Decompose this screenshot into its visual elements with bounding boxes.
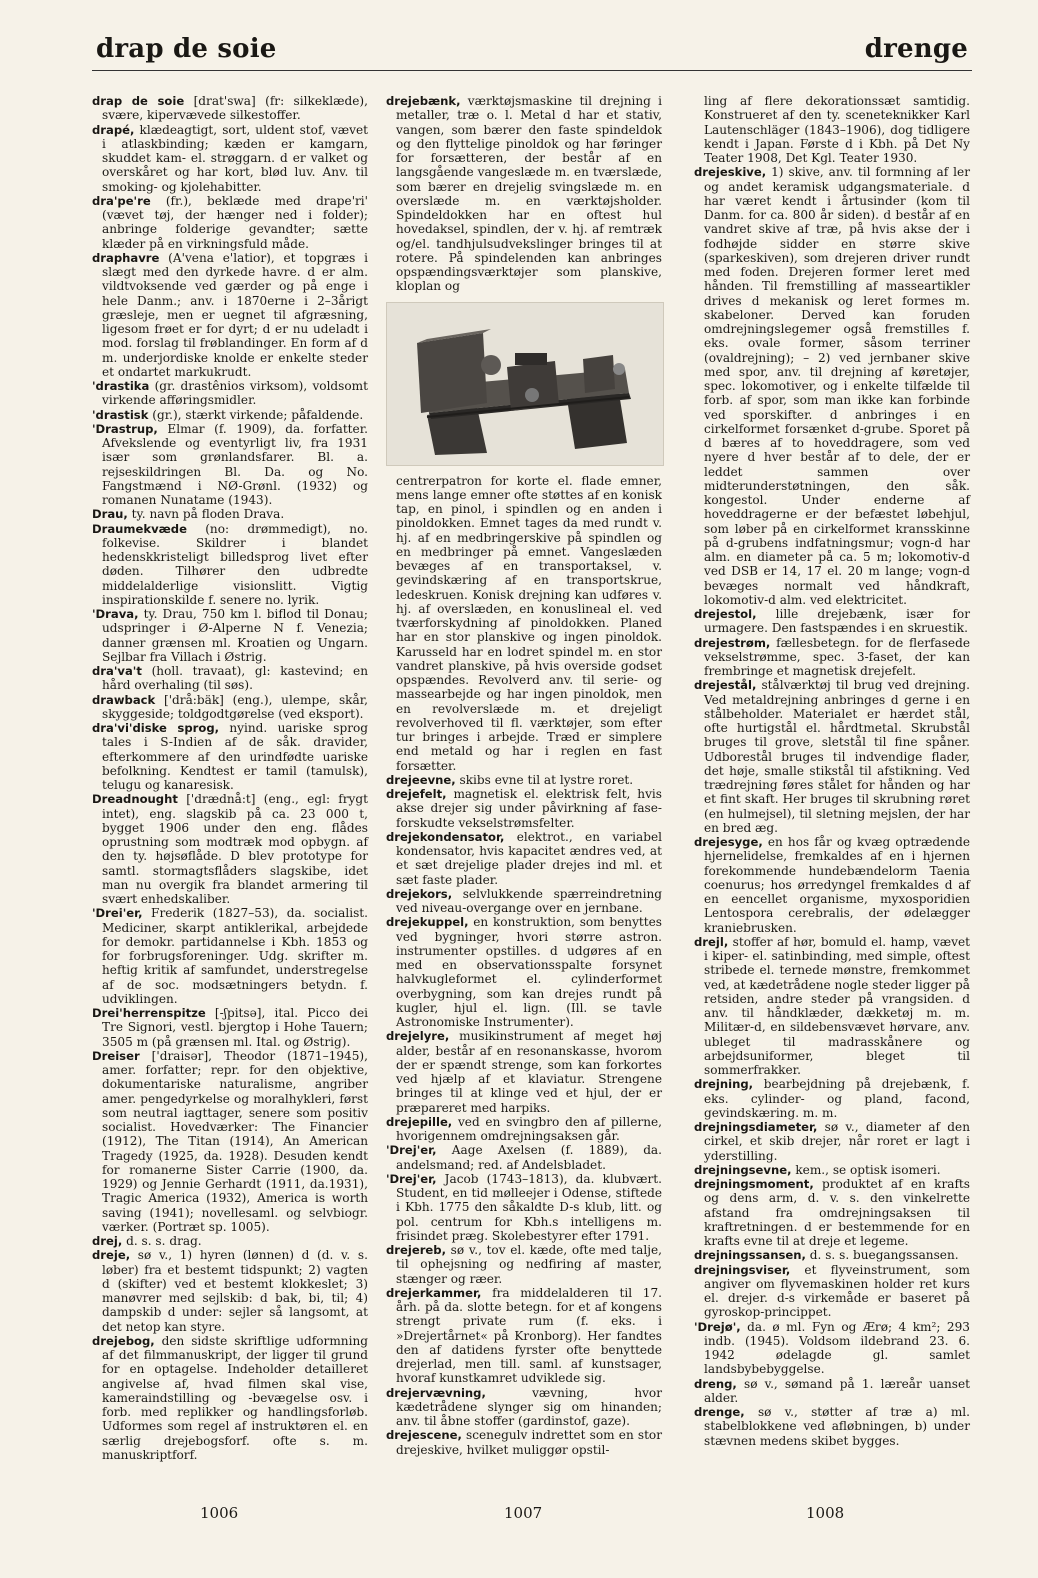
entry-headword: drejningssansen, bbox=[694, 1248, 806, 1263]
entry-headword: drejekondensator, bbox=[386, 829, 505, 844]
dictionary-entry bbox=[694, 165, 970, 607]
dictionary-entry bbox=[386, 1115, 662, 1144]
entry-headword: dra'pe're bbox=[92, 193, 151, 208]
entry-text: den sidste skriftlige udformning af det filmmanuskript, der ligger til grund for en optagelse. Indeholder detailleret angivelse af, hvad filmen skal vise, kameraindstilling og -bevægelse osv. i forb. med replikker og handlingsforløb. Udformes som regel af instruktøren el. en særlig drejebogsforf. ofte s. m. manuskriptforf. bbox=[102, 1333, 368, 1462]
entry-text: (gr.), stærkt virkende; påfaldende. bbox=[148, 407, 364, 422]
entry-headword: drejelyre, bbox=[386, 1029, 450, 1044]
column-2 bbox=[386, 94, 662, 1457]
entry-headword: 'Drava, bbox=[92, 607, 139, 621]
dictionary-entry bbox=[386, 787, 662, 830]
entry-text: Aage Axelsen (f. 1889), da. andelsmand; red. af Andelsbladet. bbox=[396, 1143, 662, 1172]
dictionary-entry bbox=[386, 1172, 662, 1243]
entry-text: sø v., diameter af den cirkel, et skib drejer, når roret er lagt i yderstilling. bbox=[704, 1120, 970, 1163]
dictionary-entry bbox=[386, 1029, 662, 1115]
dictionary-entry bbox=[694, 678, 970, 835]
entry-headword: 'Drei'er, bbox=[92, 906, 143, 921]
dictionary-entry bbox=[92, 721, 368, 792]
entry-headword: Drei'herrenspitze bbox=[92, 1006, 206, 1020]
entry-text: kem., se optisk isomeri. bbox=[791, 1162, 941, 1177]
dictionary-entry bbox=[92, 251, 368, 379]
entry-text: (holl. travaat), gl: kastevind; en hård overhaling (til søs). bbox=[102, 664, 368, 693]
dictionary-entry bbox=[386, 474, 662, 773]
entry-headword: drenge, bbox=[694, 1405, 745, 1419]
entry-text: Elmar (f. 1909), da. forfatter. Afvekslende og eventyrligt liv, fra 1931 især som grønlandsfarer. Bl. a. rejseskildringen Bl. Da. og No. Fangstmænd i NØ-Grønl. (1932) og romanen Nunatame (1943). bbox=[102, 421, 368, 507]
dictionary-entry bbox=[694, 1177, 970, 1248]
dictionary-entry bbox=[694, 1377, 970, 1406]
entry-text: (A'vena e'latior), et topgræs i slægt med den dyrkede havre. d er alm. vildtvoksende ved gærder og på enge i hele Danm.; anv. i 1870erne i 2–3årigt græsleje, men er uegnet til afgræsning, ligesom frøet er for dyrt; d er nu udeladt i mod. forslag til frøblandinger. En form af d m. underjordiske knolde er enkelte steder et ondartet markukrudt. bbox=[102, 250, 368, 379]
dictionary-entry bbox=[92, 522, 368, 608]
dictionary-entry bbox=[386, 1428, 662, 1457]
entry-text: lille drejebænk, især for urmagere. Den fastspændes i en skruestik. bbox=[704, 607, 970, 636]
entry-headword: drejning, bbox=[694, 1077, 754, 1092]
dictionary-entry bbox=[92, 1248, 368, 1334]
entry-headword: drejekuppel, bbox=[386, 915, 469, 930]
entry-text: produktet af en krafts og dens arm, d. v. s. den vinkelrette afstand fra omdrejningsaksen til kraftretningen. d er bestemmende for en krafts evne til at dreje et legeme. bbox=[704, 1177, 970, 1248]
entry-text: [-ʃpitsə], ital. Picco dei Tre Signori, vestl. bjergtop i Hohe Tauern; 3505 m (på grænsen ml. Ital. og Østrig). bbox=[102, 1006, 368, 1049]
dictionary-entry bbox=[386, 1286, 662, 1386]
entry-text: stålværktøj til brug ved drejning. Ved metaldrejning anbringes d gerne i en stålbeholder. Materialet er hærdet stål, ofte hurtigstål el. hårdtmetal. Skrubstål bruges til grove, sletstål til fine spåner. Udborestål bruges til indvendige flader, det høje, smalle stikstål til afstikning. Ved trædrejning føres stålet for hånden og har et fint skaft. Her bruges til skrubning røret (en hulmejsel), til sletning mejslen, der har en bred æg. bbox=[704, 678, 970, 835]
entry-text: da. ø ml. Fyn og Ærø; 4 km²; 293 indb. (1945). Voldsom ildebrand 23. 6. 1942 ødelagde gl. samlet landsbybebyggelse. bbox=[704, 1319, 970, 1377]
dictionary-entry bbox=[92, 123, 368, 194]
entry-headword: dreng, bbox=[694, 1376, 737, 1391]
dictionary-entry bbox=[694, 1120, 970, 1163]
dictionary-entry bbox=[694, 935, 970, 1078]
entry-text: elektrot., en variabel kondensator, hvis kapacitet ændres ved, at et sæt drejelige plader drejes ind ml. et sæt faste plader. bbox=[396, 829, 662, 887]
entry-headword: drapé, bbox=[92, 122, 135, 137]
dictionary-entry bbox=[92, 1049, 368, 1234]
entry-text: ty. Drau, 750 km l. biflod til Donau; udspringer i Ø-Alperne N f. Venezia; danner grænsen ml. Kroatien og Ungarn. Sejlbar fra Villach i Østrig. bbox=[102, 607, 368, 664]
entry-headword: dra'vi'diske sprog, bbox=[92, 721, 220, 735]
entry-headword: dreje, bbox=[92, 1248, 131, 1263]
entry-text: klædeagtigt, sort, uldent stof, vævet i atlaskbinding; kæden er kamgarn, skuddet kam- el. strøggarn. d er valket og overskåret og har kort, blød luv. Anv. til smoking- og kjolehabitter. bbox=[102, 122, 368, 194]
column-2-top bbox=[386, 94, 662, 294]
entry-text: (gr. drastênios virksom), voldsomt virkende afføringsmidler. bbox=[102, 379, 368, 408]
entry-headword: 'Drastrup, bbox=[92, 421, 158, 436]
page-number-middle: 1007 bbox=[504, 1504, 543, 1522]
dictionary-entry bbox=[386, 773, 662, 787]
entry-headword: drejebænk, bbox=[386, 94, 461, 108]
entry-text: ['draisər], Theodor (1871–1945), amer. forfatter; repr. for den objektive, dokumentariske naturalisme, angriber amer. pengedyrkelse og moralhykleri, først som neutral iagttager, senere som positiv socialist. Hovedværker: The Financier (1912), The Titan (1914), An American Tragedy (1925, da. 1928). Desuden kendt for romanerne Sister Carrie (1900, da. 1929) og Jennie Gerhardt (1911, da.1931), Tragic America (1932), America is worth saving (1941); novellesaml. og selvbiogr. værker. (Portræt sp. 1005). bbox=[102, 1048, 368, 1234]
entry-text: et flyveinstrument, som angiver om flyvemaskinen holder ret kurs el. drejer. d-s virkemåde er baseret på gyroskop-princippet. bbox=[704, 1262, 970, 1320]
entry-text: Frederik (1827–53), da. socialist. Mediciner, skarpt antiklerikal, arbejdede for demokr. partidannelse i Kbh. 1853 og for forbrugsforeninger. Udg. skrifter m. heftig kritik af samfundet, understregelse af de soc. modsætningers betydn. f. udviklingen. bbox=[102, 906, 368, 1006]
entry-text: ['drå:bäk] (eng.), ulempe, skår, skyggeside; toldgodtgørelse (ved eksport). bbox=[102, 692, 368, 721]
entry-text: fra middelalderen til 17. årh. på da. slotte betegn. for et af kongens strengt private rum (f. eks. i »Drejertårnet« på Kronborg). Her fandtes den af datidens fyrster ofte benyttede drejerlad, men till. saml. af kunstsager, hvoraf kunstkamret udviklede sig. bbox=[396, 1285, 662, 1386]
entry-text: d. s. s. drag. bbox=[122, 1234, 202, 1248]
dictionary-entry bbox=[386, 94, 662, 294]
entry-text: (fr.), beklæde med drape'ri' (vævet tøj, der hænger ned i folder); anbringe folderige gevandter; sætte klæder på en virkningsfuld måde. bbox=[102, 193, 368, 251]
entry-headword: draphavre bbox=[92, 250, 160, 265]
entry-text: [drat'swa] (fr: silkeklæde), svære, kipervævede silkestoffer. bbox=[102, 94, 368, 123]
dictionary-entry bbox=[92, 507, 368, 521]
entry-text: (no: drømmedigt), no. folkevise. Skildrer i blandet hedenskkristeligt billedsprog livet efter døden. Tilhører den udbredte middelalderlige visionslitt. Vigtig inspirationskilde f. senere no. lyrik. bbox=[102, 521, 368, 607]
entry-text: ved en svingbro den af pillerne, hvorigennem omdrejningsaksen går. bbox=[396, 1114, 662, 1143]
dictionary-entry bbox=[92, 792, 368, 906]
dictionary-entry bbox=[694, 636, 970, 679]
dictionary-entry bbox=[694, 1248, 970, 1262]
page-number-right: 1008 bbox=[806, 1504, 845, 1522]
dictionary-entry bbox=[694, 1263, 970, 1320]
entry-text: Jacob (1743–1813), da. klubvært. Student, en tid mølleejer i Odense, stiftede i Kbh. 1775 den såkaldte D-s klub, litt. og pol. centrum for Kbh.s intelligens m. frisindet præg. Skolebestyrer efter 1791. bbox=[396, 1171, 662, 1243]
entry-headword: drejepille, bbox=[386, 1114, 453, 1129]
entry-headword: drej, bbox=[92, 1234, 123, 1248]
dictionary-entry bbox=[92, 693, 368, 722]
entry-headword: drejningsdiameter, bbox=[694, 1120, 818, 1134]
entry-headword: drejekors, bbox=[386, 886, 453, 901]
entry-headword: drejeevne, bbox=[386, 772, 456, 787]
entry-headword: drejebog, bbox=[92, 1333, 155, 1348]
dictionary-entry bbox=[92, 194, 368, 251]
dictionary-entry bbox=[386, 1386, 662, 1429]
entry-headword: drawback bbox=[92, 692, 156, 707]
entry-headword: Draumekvæde bbox=[92, 521, 187, 536]
entry-headword: Drau, bbox=[92, 507, 128, 522]
entry-headword: Dreiser bbox=[92, 1048, 140, 1063]
entry-text: selvlukkende spærreindretning ved niveau-overgange over en jernbane. bbox=[396, 886, 662, 915]
entry-text: sø v., 1) hyren (lønnen) d (d. v. s. løber) fra et bestemt tidspunkt; 2) vagten d (skifter) ved et bestemt klokkeslet; 3) manøvrer med sejlskib: d bak, bi, til; 4) dampskib d under: sejler så langsomt, at det netop kan styre. bbox=[102, 1248, 368, 1334]
header-left-title: drap de soie bbox=[96, 34, 277, 64]
entry-headword: dra'va't bbox=[92, 664, 142, 678]
entry-text: sø v., støtter af træ a) ml. stabelblokkene ved afløbningen, b) under stævnen medens skibet bygges. bbox=[704, 1405, 970, 1448]
column-2-bottom bbox=[386, 474, 662, 1457]
dictionary-entry bbox=[386, 1143, 662, 1172]
entry-text: 1) skive, anv. til formning af ler og andet keramisk udgangsmateriale. d har været kendt i årtusinder (kom til Danm. for ca. 800 år siden). d består af en vandret skive af træ, på hvis akse der i fodhøjde sidder en større skive (sparkeskiven), som drejeren driver rundt med foden. Drejeren former leret med hånden. Til fremstilling af masseartikler drives d mekanisk og leret formes m. skabeloner. Derved kan foruden omdrejningslegemer også fremstilles f. eks. ovale former, såsom terriner (ovaldrejning); – 2) ved jernbaner skive med spor, anv. til drejning af køretøjer, spec. lokomotiver, og i enkelte tilfælde til forb. af spor, som man ikke kan forbinde ved sporskifter. d anbringes i en cirkelformet forsænket d-grube. Sporet på d bæres af to hoveddragere, som ved nyere d hver består af to dele, der er leddet sammen over midterunderstøtningen, den såk. kongestol. Under enderne af hoveddragerne er der befæstet løbehjul, som løber på en cirkelformet kransskinne på d-grubens indfatningsmur; vogn-d har alm. en diameter på ca. 5 m; lokomotiv-d ved DSB er 14, 17 el. 20 m lange; vogn-d bevæges normalt ved håndkraft, lokomotiv-d alm. ved elektricitet. bbox=[704, 165, 970, 607]
entry-headword: drejl, bbox=[694, 934, 729, 949]
dictionary-entry bbox=[92, 906, 368, 1006]
entry-headword: drejervævning, bbox=[386, 1385, 486, 1400]
dictionary-entry bbox=[92, 408, 368, 422]
dictionary-entry bbox=[92, 1006, 368, 1049]
dictionary-entry bbox=[694, 1405, 970, 1448]
dictionary-entry bbox=[386, 915, 662, 1029]
entry-text: scenegulv indrettet som en stor drejeskive, hvilket muliggør opstil- bbox=[396, 1428, 662, 1457]
entry-text: en hos får og kvæg optrædende hjernelidelse, fremkaldes af en i hjernen forekommende hundebændelorm Taenia coenurus; hos ørredyngel fremkaldes d af en eencellet organisme, myxosporidien Lentospora cerebralis, der ødelægger kraniebrusken. bbox=[704, 835, 970, 935]
entry-headword: drejningsviser, bbox=[694, 1262, 791, 1277]
dictionary-entry bbox=[386, 1243, 662, 1286]
entry-text: musikinstrument af meget høj alder, består af en resonanskasse, hvorom der er spændt strenge, som kan forkortes ved hjælp af et klaviatur. Strengene bringes til at klinge ved et hjul, der er præpareret med harpiks. bbox=[396, 1029, 662, 1115]
dictionary-entry bbox=[694, 835, 970, 935]
entry-headword: drejningsmoment, bbox=[694, 1177, 814, 1191]
entry-text: vævning, hvor kædetrådene slynger sig om hinanden; anv. til åbne stoffer (gardinstof, gaze). bbox=[396, 1385, 662, 1428]
entry-text: ty. navn på floden Drava. bbox=[127, 507, 285, 522]
column-3 bbox=[694, 94, 970, 1448]
entry-headword: drejestol, bbox=[694, 607, 757, 621]
dictionary-entry bbox=[694, 1320, 970, 1377]
entry-headword: drejefelt, bbox=[386, 787, 447, 801]
dictionary-entry bbox=[92, 664, 368, 693]
entry-headword: 'Drejø', bbox=[694, 1319, 741, 1334]
page-number-left: 1006 bbox=[200, 1504, 239, 1522]
entry-headword: drejereb, bbox=[386, 1243, 447, 1257]
entry-headword: 'Drej'er, bbox=[386, 1171, 437, 1186]
entry-headword: drejestål, bbox=[694, 678, 757, 693]
entry-text: sø v., sømand på 1. læreår uanset alder. bbox=[704, 1376, 970, 1405]
entry-text: ['drædnå:t] (eng., egl: frygt intet), eng. slagskib på ca. 23 000 t, bygget 1906 under den eng. flådes oprustning som modtræk mod opbygn. af den ty. højsøflåde. D blev prototype for samtl. stormagtsflåders slagskibe, idet man nu overgik fra blandet armering til svært enhedskaliber. bbox=[102, 792, 368, 906]
dictionary-entry bbox=[92, 1334, 368, 1462]
entry-text: fællesbetegn. for de flerfasede vekselstrømme, spec. 3-faset, der kan frembringe et magnetisk drejefelt. bbox=[704, 635, 970, 678]
dictionary-entry bbox=[92, 94, 368, 123]
entry-headword: drejesyge, bbox=[694, 835, 763, 849]
entry-text: d. s. s. buegangssansen. bbox=[805, 1248, 959, 1263]
dictionary-entry bbox=[92, 1234, 368, 1248]
entry-text: sø v., tov el. kæde, ofte med talje, til ophejsning og nedfiring af master, stænger og ræer. bbox=[396, 1243, 662, 1286]
entry-headword: drejerkammer, bbox=[386, 1285, 482, 1300]
dictionary-entry bbox=[92, 607, 368, 664]
entry-text: skibs evne til at lystre roret. bbox=[455, 772, 634, 787]
entry-text: stoffer af hør, bomuld el. hamp, vævet i kiper- el. satinbinding, med simple, oftest stribede el. ternede mønstre, fremkommet ved, at kædetrådene nogle steder ligger på retsiden, andre steder på vrangsiden. d anv. til håndklæder, dækketøj m. m. Militær-d, en sildebensvævet hørvare, anv. ubleget til madrasskånere og arbejdsuniformer, bleget til sommerfrakker. bbox=[704, 934, 970, 1077]
entry-headword: drejestrøm, bbox=[694, 635, 771, 650]
dictionary-entry bbox=[694, 1077, 970, 1120]
entry-headword: drejningsevne, bbox=[694, 1162, 792, 1177]
entry-text: magnetisk el. elektrisk felt, hvis akse drejer sig under påvirkning af fase-forskudte vekselstrømsfelter. bbox=[396, 787, 662, 830]
lathe-drawing-icon bbox=[387, 303, 663, 465]
lathe-illustration bbox=[386, 302, 664, 466]
column-1 bbox=[92, 94, 368, 1462]
entry-headword: 'drastika bbox=[92, 379, 150, 393]
entry-text: ling af flere dekorationssæt samtidig. Konstrueret af den ty. sceneteknikker Karl Lautenschläger (1843–1906), dog tidligere kendt i Japan. Første d i Kbh. på Det Ny Teater 1908, Det Kgl. Teater 1930. bbox=[704, 94, 970, 165]
header-rule bbox=[92, 70, 972, 71]
entry-headword: 'drastisk bbox=[92, 407, 149, 422]
entry-text: centrerpatron for korte el. flade emner, mens lange emner ofte støttes af en konisk tap, en pinol, i spindlen og en anden i pinoldokken. Emnet tages da med rundt v. hj. af en medbringerskive på spindlen og en medbringer på emnet. Vangeslæden bevæges af en transportaksel, v. gevindskæring af en transportskrue, ledeskruen. Konisk drejning kan udføres v. hj. af overslæden, en konuslineal el. ved tværforskydning af pinoldokken. Planed har en stor planskive og ingen pinoldok. Karusseld har en lodret spindel m. en stor vandret planskive, på hvis overside godset opspændes. Revolverd anv. til serie- og massearbejde og har ingen pinoldok, men en revolverslæde m. et drejeligt revolverhoved til fl. værktøjer, som efter tur bringes i arbejde. Træd er simplere end metald og har i reglen en fast forsætter. bbox=[396, 473, 662, 773]
entry-headword: 'Drej'er, bbox=[386, 1143, 437, 1158]
entry-headword: drap de soie bbox=[92, 94, 185, 108]
entry-headword: drejeskive, bbox=[694, 165, 767, 180]
dictionary-entry bbox=[386, 887, 662, 916]
entry-text: nyind. uariske sprog tales i S-Indien af de såk. dravider, efterkommere af den urindfødte uariske befolkning. Kendtest er tamil (tamulsk), telugu og kanaresisk. bbox=[102, 721, 368, 792]
entry-text: en konstruktion, som benyttes ved bygninger, hvori større astron. instrumenter opstilles. d udgøres af en med en observationsspalte forsynet halvkugleformet el. cylinderformet overbygning, som kan drejes rundt på kugler, hjul el. lign. (Ill. se tavle Astronomiske Instrumenter). bbox=[396, 915, 662, 1029]
header-right-title: drenge bbox=[864, 34, 968, 64]
entry-headword: drejescene, bbox=[386, 1428, 462, 1443]
entry-text: værktøjsmaskine til drejning i metaller, træ o. l. Metal d har et stativ, vangen, som bærer den faste spindeldok og den flyttelige pinoldok og har føringer for forsætteren, der består af en langsgående vangeslæde m. en tværslæde, som bærer en drejelig svingslæde m. en overslæde m. en værktøjsholder. Spindeldokken har en oftest hul hovedaksel, spindlen, der v. hj. af remtræk og/el. tandhjulsudvekslinger bringes til at rotere. På spindelenden kan anbringes opspændingsværktøjer som planskive, kloplan og bbox=[396, 94, 662, 294]
dictionary-entry bbox=[386, 830, 662, 887]
dictionary-entry bbox=[694, 94, 970, 165]
dictionary-entry bbox=[92, 379, 368, 408]
entry-text: bearbejdning på drejebænk, f. eks. cylinder- og pland, facond, gevindskæring. m. m. bbox=[704, 1077, 970, 1120]
dictionary-entry bbox=[694, 1163, 970, 1177]
entry-headword: Dreadnought bbox=[92, 792, 178, 807]
dictionary-entry bbox=[92, 422, 368, 508]
dictionary-entry bbox=[694, 607, 970, 636]
